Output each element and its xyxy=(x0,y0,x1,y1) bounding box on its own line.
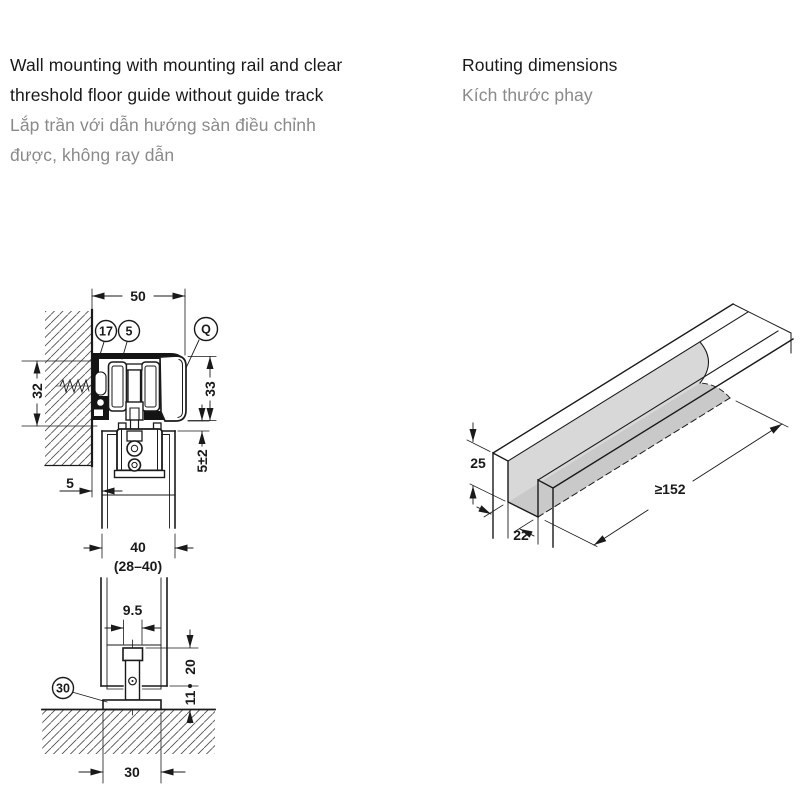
dim-fixing-height-label: 32 xyxy=(29,383,45,399)
floor-hatch xyxy=(42,710,215,755)
callout-seal-label: 17 xyxy=(99,324,113,339)
dim-door-thickness-range-label: (28–40) xyxy=(113,558,163,574)
right-title-en: Routing dimensions xyxy=(462,55,618,75)
dim-groove-width-label: 9.5 xyxy=(122,602,143,618)
dim-base-width-label: 30 xyxy=(124,764,140,780)
dim-rail-width-label: 50 xyxy=(130,288,146,304)
wall-hatch xyxy=(45,310,92,466)
dim-top-gap-label: 5±2 xyxy=(194,449,210,473)
dim-floor-gap-label: 11 xyxy=(182,690,198,706)
dim-routing-depth-label: 25 xyxy=(470,455,486,471)
callout-rail-label: 5 xyxy=(125,324,133,339)
floor-guide xyxy=(103,640,161,715)
callout-cover-cap-label: Q xyxy=(201,322,211,337)
left-drawing-section xyxy=(22,288,218,783)
roller-carriage xyxy=(109,362,160,431)
left-title-vi-line1: Lắp trần với dẫn hướng sàn điều chỉnh xyxy=(10,115,316,135)
dim-rail-height-label: 33 xyxy=(202,381,218,397)
dim-wall-gap-label: 5 xyxy=(66,475,74,491)
right-drawing-section xyxy=(467,304,793,547)
left-title-en-line2: threshold floor guide without guide track xyxy=(10,85,324,105)
dim-routing-width-label: 22 xyxy=(513,527,529,543)
dim-door-thickness-label: 40 xyxy=(130,539,146,555)
left-title-vi-line2: được, không ray dẫn xyxy=(10,145,175,165)
suspension-bracket xyxy=(115,423,165,478)
dim-engagement-label: 20 xyxy=(182,659,198,675)
right-title-vi: Kích thước phay xyxy=(462,85,593,105)
left-title-en-line1: Wall mounting with mounting rail and clear xyxy=(10,55,343,75)
dim-routing-length-label: ≥152 xyxy=(654,481,686,497)
callout-floor-guide-label: 30 xyxy=(56,681,70,696)
cover-cap xyxy=(160,356,186,421)
